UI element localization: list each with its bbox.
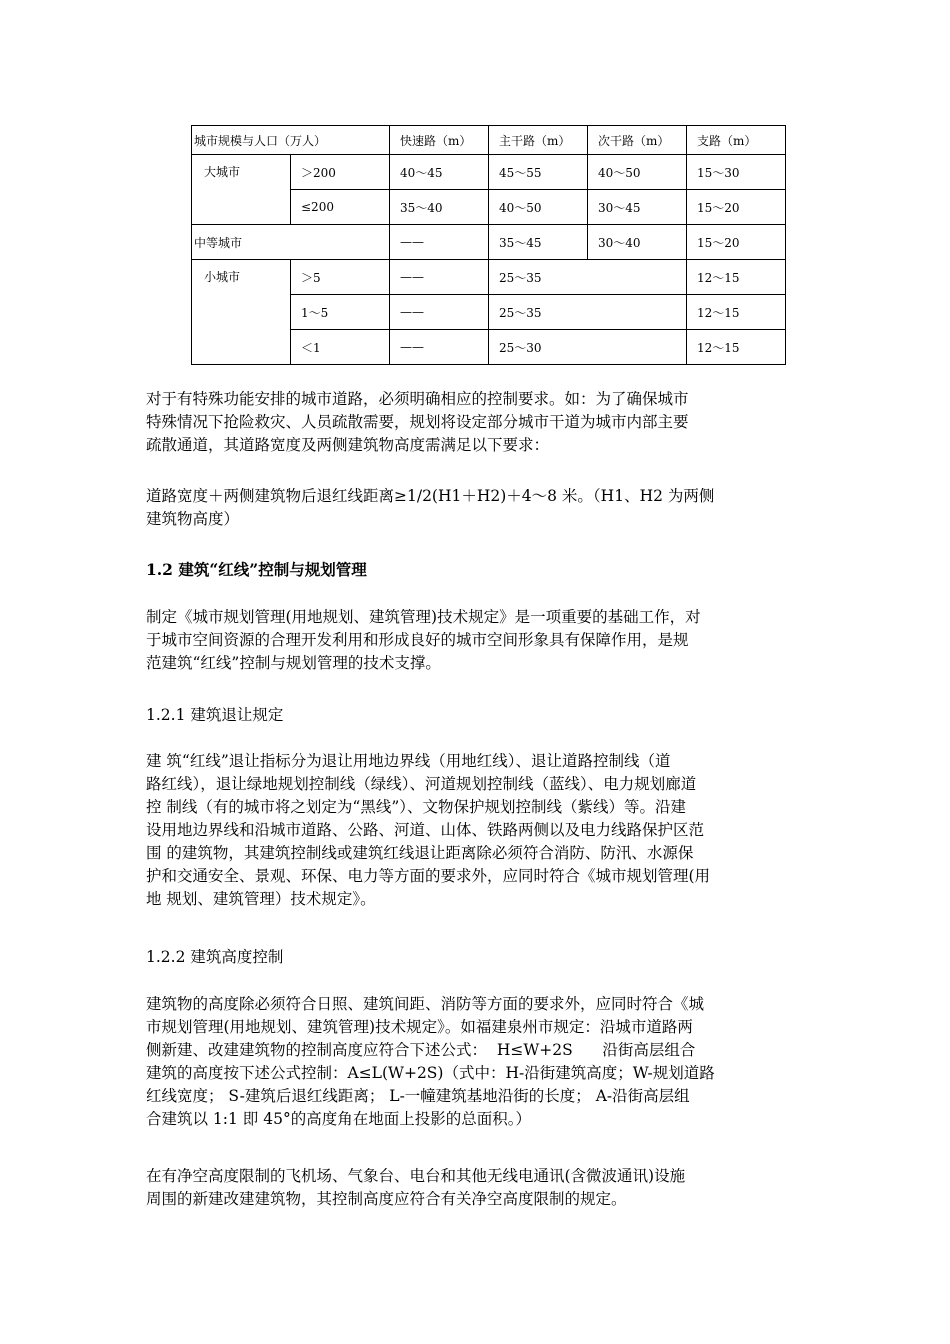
table-cell: 40～50: [489, 190, 588, 225]
section-heading-1-2-2: 1.2.2 建筑高度控制: [146, 948, 284, 966]
table-header-cell: 城市规模与人口（万人）: [192, 126, 390, 155]
table-cell: 40～45: [390, 155, 489, 190]
table-cell: 25～30: [489, 330, 687, 365]
text-line: 特殊情况下抢险救灾、人员疏散需要，规划将设定部分城市干道为城市内部主要: [146, 413, 689, 431]
table-cell: 30～45: [588, 190, 687, 225]
table-header-cell: 快速路（m）: [390, 126, 489, 155]
paragraph-setback: [146, 750, 808, 911]
table-header-cell: 支路（m）: [687, 126, 786, 155]
text-line: 红线宽度； S-建筑后退红线距离； L-一幢建筑基地沿街的长度； A-沿街高层组: [146, 1087, 690, 1105]
section-heading-1-2: 1.2 建筑“红线”控制与规划管理: [146, 560, 367, 579]
table-cell: 15～20: [687, 225, 786, 260]
table-cell: 45～55: [489, 155, 588, 190]
road-width-table: [191, 125, 786, 365]
table-cell: ——: [390, 295, 489, 330]
text-line: 控 制线（有的城市将之划定为“黑线”）、文物保护规划控制线（紫线）等。沿建: [146, 798, 687, 816]
table-cell: 15～20: [687, 190, 786, 225]
text-line: 建 筑“红线”退让指标分为退让用地边界线（用地红线）、退让道路控制线（道: [146, 752, 671, 770]
text-line: 范建筑“红线”控制与规划管理的技术支撑。: [146, 654, 441, 672]
table-cell: 15～30: [687, 155, 786, 190]
text-line: 疏散通道，其道路宽度及两侧建筑物高度需满足以下要求：: [146, 436, 550, 454]
text-line: 制定《城市规划管理(用地规划、建筑管理)技术规定》是一项重要的基础工作，对: [146, 608, 701, 626]
table-cell: ＞200: [291, 155, 390, 190]
text-line: 建筑物高度）: [146, 510, 240, 528]
text-line: 护和交通安全、景观、环保、电力等方面的要求外，应同时符合《城市规划管理(用: [146, 867, 711, 885]
text-line: 周围的新建改建建筑物，其控制高度应符合有关净空高度限制的规定。: [146, 1190, 627, 1208]
text-line: 合建筑以 1:1 即 45°的高度角在地面上投影的总面积。）: [146, 1110, 531, 1128]
table-cell: 25～35: [489, 295, 687, 330]
table-cell: ——: [390, 225, 489, 260]
text-line: 对于有特殊功能安排的城市道路，必须明确相应的控制要求。如：为了确保城市: [146, 390, 689, 408]
table-header-cell: 次干路（m）: [588, 126, 687, 155]
table-row: [192, 155, 786, 190]
table-cell: ——: [390, 260, 489, 295]
table-cell: 30～40: [588, 225, 687, 260]
table-cell-medium-city: 中等城市: [192, 225, 390, 260]
section-heading-1-2-1: 1.2.1 建筑退让规定: [146, 706, 284, 724]
text-line: 道路宽度＋两侧建筑物后退红线距离≥1/2(H1＋H2)＋4～8 米。（H1、H2 为两侧: [146, 487, 715, 505]
text-line: 侧新建、改建建筑物的控制高度应符合下述公式： H≤W+2S 沿街高层组合: [146, 1041, 696, 1059]
text-line: 围 的建筑物，其建筑控制线或建筑红线退让距离除必须符合消防、防汛、水源保: [146, 844, 694, 862]
table-row: [192, 260, 786, 295]
paragraph-regulations: [146, 606, 808, 675]
table-cell: ＞5: [291, 260, 390, 295]
table-cell-small-city: 小城市: [192, 260, 291, 365]
table-cell-big-city: 大城市: [192, 155, 291, 225]
text-line: 地 规划、建筑管理）技术规定》。: [146, 890, 376, 908]
text-line: 设用地边界线和沿城市道路、公路、河道、山体、铁路两侧以及电力线路保护区范: [146, 821, 705, 839]
text-line: 于城市空间资源的合理开发利用和形成良好的城市空间形象具有保障作用，是规: [146, 631, 689, 649]
table-cell: 12～15: [687, 330, 786, 365]
text-line: 在有净空高度限制的飞机场、气象台、电台和其他无线电通讯(含微波通讯)设施: [146, 1167, 686, 1185]
table-cell: 25～35: [489, 260, 687, 295]
text-line: 市规划管理(用地规划、建筑管理)技术规定》。如福建泉州市规定：沿城市道路两: [146, 1018, 693, 1036]
table-cell: 12～15: [687, 260, 786, 295]
paragraph-special-roads: [146, 388, 808, 457]
table-cell: ——: [390, 330, 489, 365]
text-line: 建筑的高度按下述公式控制：A≤L(W+2S)（式中：H-沿街建筑高度；W-规划道路: [146, 1064, 715, 1082]
table-row: [192, 225, 786, 260]
table-cell: 35～45: [489, 225, 588, 260]
table-cell: 35～40: [390, 190, 489, 225]
text-line: 路红线），退让绿地规划控制线（绿线）、河道规划控制线（蓝线）、电力规划廊道: [146, 775, 697, 793]
paragraph-height-control: [146, 993, 808, 1131]
table-cell: 1～5: [291, 295, 390, 330]
table-cell: ＜1: [291, 330, 390, 365]
paragraph-clearance: [146, 1165, 808, 1211]
table-cell: 40～50: [588, 155, 687, 190]
table-header-row: [192, 126, 786, 155]
table-header-cell: 主干路（m）: [489, 126, 588, 155]
table-cell: ≤200: [291, 190, 390, 225]
paragraph-road-formula: [146, 485, 808, 531]
text-line: 建筑物的高度除必须符合日照、建筑间距、消防等方面的要求外，应同时符合《城: [146, 995, 705, 1013]
table-cell: 12～15: [687, 295, 786, 330]
